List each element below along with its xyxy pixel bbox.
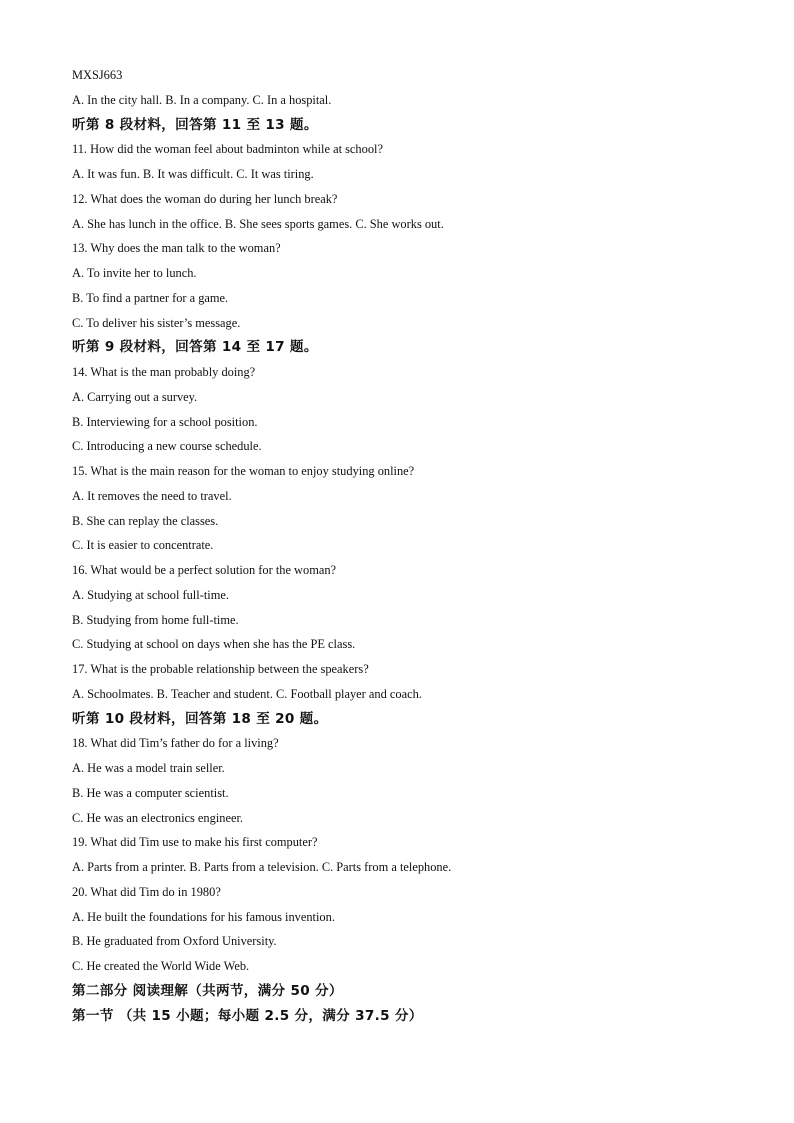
text-line: A. To invite her to lunch.	[72, 266, 197, 280]
text-line: C. He created the World Wide Web.	[72, 959, 250, 973]
text-line: 20. What did Tim do in 1980?	[72, 884, 221, 899]
text-line: A. Schoolmates. B. Teacher and student. C. Football player and coach.	[72, 686, 422, 701]
text-line: A. In the city hall. B. In a company. C. In a hospital.	[72, 92, 332, 107]
text-line: 19. What did Tim use to make his first computer?	[72, 835, 318, 850]
text-line: A. He was a model train seller.	[72, 761, 225, 775]
text-line: 17. What is the probable relationship between the speakers?	[72, 662, 369, 676]
document-page	[72, 63, 752, 1028]
text-line: A. Carrying out a survey.	[72, 389, 198, 404]
text-line: 11. How did the woman feel about badminton while at school?	[72, 142, 383, 157]
text-line: B. To find a partner for a game.	[72, 290, 229, 305]
text-line: C. To deliver his sister’s message.	[72, 315, 241, 330]
text-line: C. He was an electronics engineer.	[72, 810, 243, 825]
section-heading: 听第 8 段材料，回答第 11 至 13 题。	[72, 116, 318, 133]
document-code: MXSJ663	[72, 68, 123, 82]
text-line: 12. What does the woman do during her lunch break?	[72, 191, 338, 206]
section-heading: 听第 9 段材料，回答第 14 至 17 题。	[72, 339, 318, 356]
text-line: A. It was fun. B. It was difficult. C. It was tiring.	[72, 167, 314, 181]
text-line: 18. What did Tim’s father do for a living?	[72, 736, 279, 751]
document-body	[72, 88, 752, 1029]
text-line: A. Studying at school full-time.	[72, 587, 229, 602]
section-heading: 听第 10 段材料，回答第 18 至 20 题。	[72, 710, 328, 727]
text-line: C. It is easier to concentrate.	[72, 538, 214, 553]
text-line: A. Parts from a printer. B. Parts from a television. C. Parts from a telephone.	[72, 860, 452, 874]
text-line: 13. Why does the man talk to the woman?	[72, 241, 281, 256]
section-heading: 第二部分 阅读理解（共两节，满分 50 分）	[72, 982, 343, 999]
text-line: B. Studying from home full-time.	[72, 612, 239, 627]
text-line: C. Studying at school on days when she has the PE class.	[72, 637, 356, 652]
text-line: C. Introducing a new course schedule.	[72, 439, 262, 454]
text-line: A. He built the foundations for his famous invention.	[72, 909, 335, 924]
text-line: A. It removes the need to travel.	[72, 488, 232, 503]
section-heading: 第一节 （共 15 小题；每小题 2.5 分，满分 37.5 分）	[72, 1007, 423, 1024]
text-line: 14. What is the man probably doing?	[72, 365, 256, 379]
text-line: B. He was a computer scientist.	[72, 785, 229, 800]
text-line: 16. What would be a perfect solution for the woman?	[72, 563, 337, 577]
text-line: B. He graduated from Oxford University.	[72, 934, 277, 949]
text-line: B. She can replay the classes.	[72, 513, 219, 528]
text-line: A. She has lunch in the office. B. She sees sports games. C. She works out.	[72, 216, 444, 231]
text-line: 15. What is the main reason for the woman to enjoy studying online?	[72, 464, 415, 478]
text-line: B. Interviewing for a school position.	[72, 414, 258, 429]
